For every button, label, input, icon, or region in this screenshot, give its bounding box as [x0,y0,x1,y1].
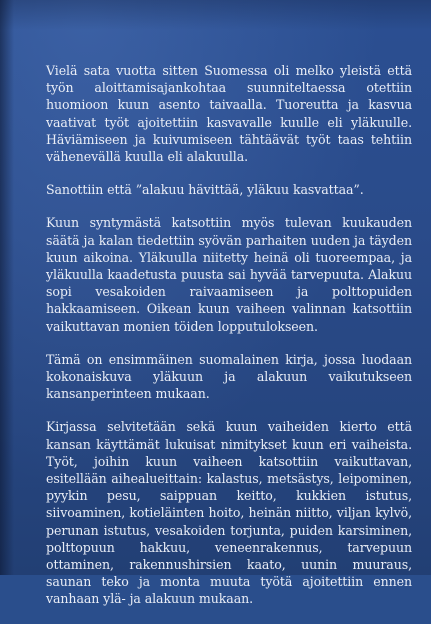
paragraph-intro: Vielä sata vuotta sitten Suomessa oli melko yleistä että työn aloittamisajankohtaa suunniteltaessa otettiin huomioon kuun asento taivaalla. Tuoreutta ja kasvua vaativat työt ajoitettiin kasvavalle kuulle eli yläkuulle. Häviämiseen ja kuivumiseen tähtäävät työt taas tehtiin vähenevällä kuulla eli alakuulla. [46,63,412,165]
paragraph-contents: Kirjassa selvitetään sekä kuun vaiheiden kierto että kansan käyttämät lukuisat nimitykset kuun eri vaiheista. Työt, joihin kuun vaiheen katsottiin vaikuttavan, esitellään aihealueittain: kalastus, metsästys, leipominen, pyykin pesu, saippuan keitto, kukkien istutus, siivoaminen, kotieläinten hoito, heinän niitto, viljan kylvö, perunan istutus, vesakoiden torjunta, puiden karsiminen, polttopuun hakkuu, veneenrakennus, tarvepuun ottaminen, rakennushirsien kaato, uunin muuraus, saunan teko ja monta muuta työtä ajoitettiin ennen vanhaan ylä- ja alakuun mukaan. [46,419,412,607]
cover-shadow-top [0,0,431,30]
back-cover-text [46,62,412,624]
paragraph-first-book: Tämä on ensimmäinen suomalainen kirja, jossa luodaan kokonaiskuva yläkuun ja alakuun vaikutukseen kansanperinteen mukaan. [46,351,412,402]
paragraph-saying: Sanottiin että ”alakuu hävittää, yläkuu kasvattaa”. [46,182,364,198]
cover-shadow-left [0,0,14,575]
paragraph-moon-birth: Kuun syntymästä katsottiin myös tulevan kuukauden säätä ja kalan tiedettiin syövän parhaiten uuden ja täyden kuun aikoina. Yläkuulla niitetty heinä oli tuoreempaa, ja yläkuulla kaadetusta puusta sai hyvää tarvepuuta. Alakuu sopi vesakoiden raivaamiseen ja polttopuiden hakkaamiseen. Oikean kuun vaiheen valinnan katsottiin vaikuttavan monien töiden lopputulokseen. [46,215,412,334]
